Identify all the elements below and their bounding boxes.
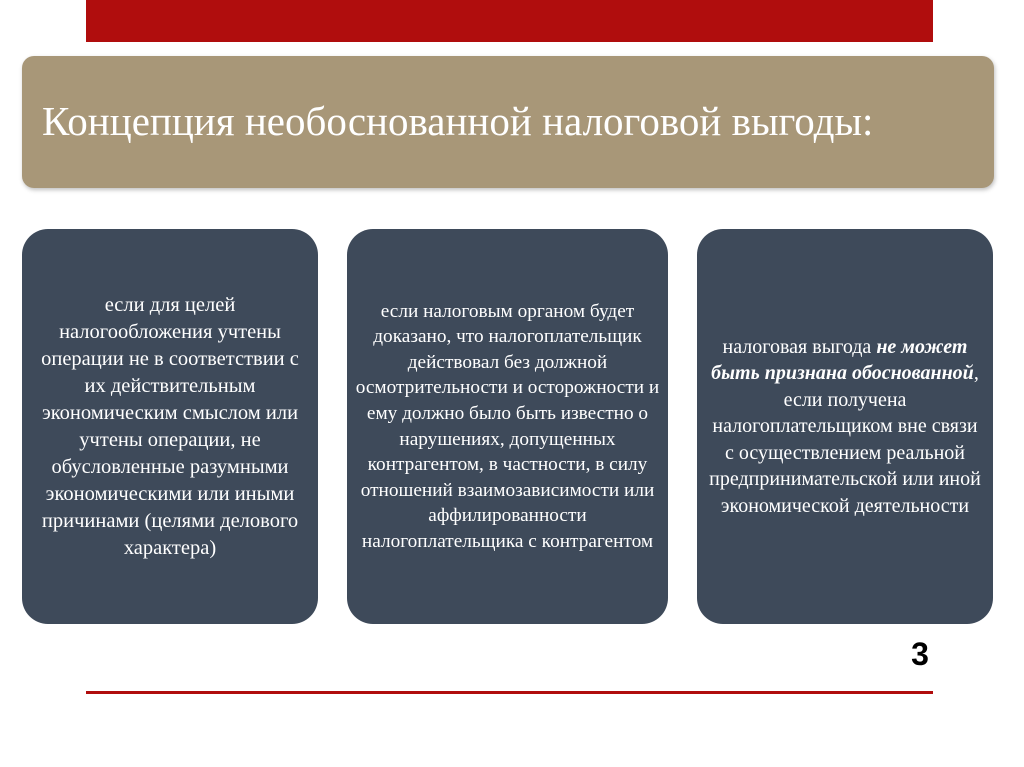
concept-card-1 — [22, 229, 318, 624]
concept-card-1-text: если для целей налогообложения учтены операции не в соответствии с их действительным экономическим смыслом или учтены операции, не обусловленные разумными экономическими или иными причинами (целями делового характера) — [41, 293, 299, 559]
concept-card-3 — [697, 229, 993, 624]
concept-card-2-text: если налоговым органом будет доказано, что налогоплательщик действовал без должной осмотрительности и осторожности и ему должно было быть известно о нарушениях, допущенных контрагентом, в частности, в силу отношений взаимозависимости или аффилированности налогоплательщика с контрагентом — [355, 300, 660, 552]
concept-card-3-emphasis: не может быть признана обоснованной — [711, 335, 974, 385]
title-box — [22, 56, 994, 188]
concept-card-3-text-after: , если получена налогоплательщиком вне связи с осуществлением реальной предпринимательской или иной экономической деятельности — [709, 362, 981, 517]
slide-title: Концепция необоснованной налоговой выгоды: — [42, 98, 874, 145]
top-accent-bar — [86, 0, 933, 42]
page-number: 3 — [911, 636, 929, 672]
concept-card-2 — [347, 229, 668, 624]
concept-card-3-text-before: налоговая выгода — [722, 335, 877, 358]
bottom-accent-line — [86, 691, 933, 694]
concept-card-3-text — [707, 334, 983, 520]
